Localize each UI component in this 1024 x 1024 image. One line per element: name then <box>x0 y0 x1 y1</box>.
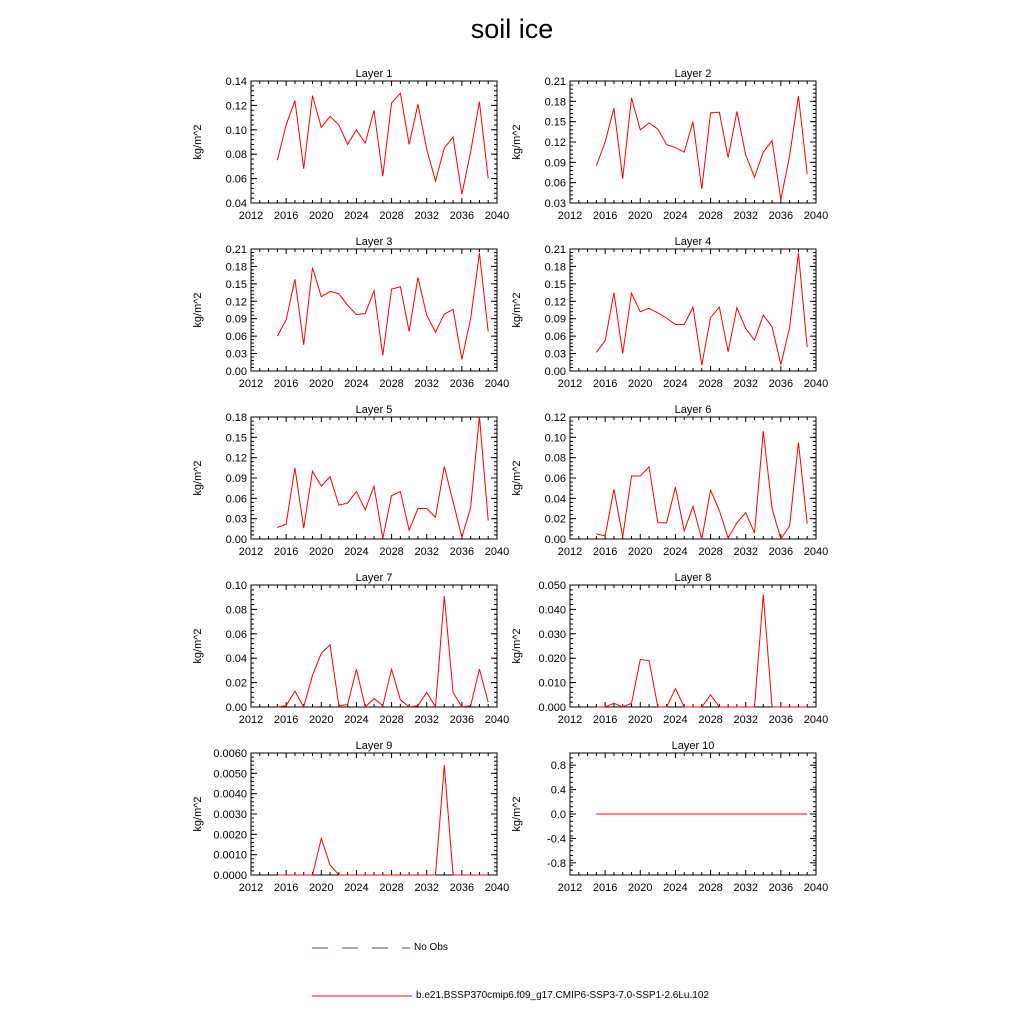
y-tick-label: 0.00 <box>544 366 566 378</box>
legend-obs-label: No Obs <box>414 942 448 953</box>
y-tick-label: 0.0 <box>550 809 566 821</box>
x-tick-label: 2024 <box>344 546 369 558</box>
y-tick-label: 0.09 <box>544 313 566 326</box>
panel-layer-2 <box>511 68 828 222</box>
x-tick-label: 2040 <box>803 882 829 894</box>
legend-model-label: b.e21.BSSP370cmip6.f09_g17.CMIP6-SSP3-7.0-SSP1-2.6Lu.102 <box>416 990 709 1001</box>
x-tick-label: 2016 <box>592 714 618 726</box>
y-tick-label: 0.030 <box>538 628 566 641</box>
y-tick-label: 0.0030 <box>213 809 247 821</box>
y-axis-label: kg/m^2 <box>511 292 523 328</box>
series-line <box>596 595 807 707</box>
x-tick-label: 2040 <box>484 378 510 390</box>
y-tick-label: 0.12 <box>225 100 247 113</box>
plot-frame <box>251 417 497 539</box>
x-tick-label: 2024 <box>663 882 688 894</box>
y-tick-label: 0.08 <box>544 452 566 465</box>
x-tick-label: 2012 <box>557 378 583 390</box>
panel-title: Layer 5 <box>355 404 393 416</box>
x-tick-label: 2028 <box>698 882 723 894</box>
x-tick-label: 2024 <box>344 378 369 390</box>
y-tick-label: 0.08 <box>225 149 247 162</box>
x-tick-label: 2032 <box>733 378 758 390</box>
panel-layer-9 <box>192 740 509 894</box>
series-line <box>596 431 807 539</box>
y-tick-label: 0.12 <box>544 137 566 149</box>
y-tick-label: 0.0010 <box>213 849 247 862</box>
y-tick-label: 0.18 <box>225 261 247 274</box>
x-tick-label: 2012 <box>238 882 264 894</box>
x-tick-label: 2012 <box>557 714 583 726</box>
y-tick-label: 0.18 <box>544 96 566 109</box>
y-tick-label: 0.03 <box>225 513 247 526</box>
y-tick-label: 0.020 <box>538 653 566 666</box>
x-tick-label: 2024 <box>663 378 688 390</box>
y-tick-label: 0.0050 <box>213 768 247 781</box>
x-tick-label: 2016 <box>592 210 618 222</box>
series-line <box>277 596 488 707</box>
y-tick-label: 0.06 <box>544 473 566 485</box>
x-tick-label: 2028 <box>379 546 404 558</box>
x-tick-label: 2028 <box>379 378 404 390</box>
x-tick-label: 2016 <box>592 882 618 894</box>
y-tick-label: 0.09 <box>225 313 247 326</box>
series-line <box>277 416 488 538</box>
x-tick-label: 2012 <box>238 210 264 222</box>
x-tick-label: 2020 <box>309 714 334 726</box>
y-tick-label: 0.00 <box>225 366 247 378</box>
x-tick-label: 2036 <box>449 714 475 726</box>
x-tick-label: 2032 <box>414 210 439 222</box>
x-tick-label: 2036 <box>768 714 794 726</box>
y-tick-label: 0.18 <box>225 412 247 424</box>
y-tick-label: 0.09 <box>544 157 566 170</box>
x-tick-label: 2040 <box>484 546 510 558</box>
page-title: soil ice <box>470 14 554 44</box>
panel-layer-5 <box>192 404 509 558</box>
x-tick-label: 2020 <box>309 378 334 390</box>
panel-title: Layer 6 <box>674 404 712 416</box>
y-tick-label: 0.18 <box>544 261 566 274</box>
y-tick-label: 0.12 <box>544 296 566 309</box>
x-tick-label: 2024 <box>663 546 688 558</box>
y-tick-label: -0.8 <box>547 857 566 870</box>
series-line <box>596 253 807 365</box>
panel-title: Layer 7 <box>355 572 393 584</box>
x-tick-label: 2032 <box>733 882 758 894</box>
y-tick-label: 0.00 <box>225 534 247 546</box>
y-tick-label: 0.04 <box>225 198 247 210</box>
y-tick-label: 0.8 <box>550 760 566 773</box>
x-tick-label: 2028 <box>379 714 404 726</box>
y-tick-label: 0.12 <box>225 452 247 465</box>
y-tick-label: 0.00 <box>544 534 566 546</box>
x-tick-label: 2040 <box>484 714 510 726</box>
x-tick-label: 2028 <box>698 378 723 390</box>
x-tick-label: 2024 <box>344 882 369 894</box>
panel-layer-4 <box>511 236 828 390</box>
y-axis-label: kg/m^2 <box>511 124 523 160</box>
panel-layer-8 <box>511 572 828 726</box>
x-tick-label: 2036 <box>768 378 794 390</box>
y-tick-label: 0.050 <box>538 580 566 592</box>
y-tick-label: 0.21 <box>544 244 566 256</box>
y-tick-label: 0.09 <box>225 473 247 485</box>
panel-layer-1 <box>192 68 509 222</box>
x-tick-label: 2012 <box>238 714 264 726</box>
panel-layer-10 <box>511 740 828 894</box>
y-tick-label: 0.08 <box>225 604 247 617</box>
x-tick-label: 2016 <box>592 378 618 390</box>
plot-frame <box>570 417 816 539</box>
y-tick-label: 0.0040 <box>213 788 247 801</box>
x-tick-label: 2020 <box>628 210 653 222</box>
x-tick-label: 2036 <box>449 882 475 894</box>
y-tick-label: 0.06 <box>544 331 566 344</box>
plot-frame <box>251 585 497 707</box>
y-axis-label: kg/m^2 <box>511 460 523 496</box>
x-tick-label: 2028 <box>698 714 723 726</box>
panel-layer-3 <box>192 236 509 390</box>
y-tick-label: 0.4 <box>550 784 566 797</box>
x-tick-label: 2016 <box>273 210 299 222</box>
y-tick-label: 0.12 <box>544 412 566 424</box>
y-tick-label: 0.0020 <box>213 829 247 842</box>
panel-layer-6 <box>511 404 828 558</box>
plot-frame <box>251 753 497 875</box>
x-tick-label: 2036 <box>449 210 475 222</box>
series-line <box>277 253 488 359</box>
x-tick-label: 2020 <box>628 546 653 558</box>
x-tick-label: 2040 <box>484 210 510 222</box>
y-tick-label: 0.21 <box>544 76 566 88</box>
y-tick-label: 0.04 <box>225 653 247 666</box>
x-tick-label: 2016 <box>592 546 618 558</box>
x-tick-label: 2020 <box>628 378 653 390</box>
x-tick-label: 2036 <box>768 546 794 558</box>
x-tick-label: 2036 <box>449 546 475 558</box>
y-tick-label: 0.03 <box>544 198 566 210</box>
x-tick-label: 2036 <box>768 210 794 222</box>
x-tick-label: 2028 <box>379 210 404 222</box>
x-tick-label: 2024 <box>663 210 688 222</box>
y-axis-label: kg/m^2 <box>511 628 523 664</box>
y-axis-label: kg/m^2 <box>192 292 204 328</box>
panel-title: Layer 8 <box>674 572 712 584</box>
x-tick-label: 2016 <box>273 882 299 894</box>
x-tick-label: 2032 <box>414 378 439 390</box>
y-tick-label: 0.04 <box>544 493 566 506</box>
y-tick-label: 0.02 <box>544 513 566 526</box>
x-tick-label: 2012 <box>238 378 264 390</box>
y-tick-label: 0.06 <box>225 493 247 506</box>
series-line <box>277 765 488 875</box>
y-tick-label: 0.03 <box>225 348 247 361</box>
panel-title: Layer 3 <box>355 236 393 248</box>
y-axis-label: kg/m^2 <box>192 628 204 664</box>
x-tick-label: 2032 <box>414 882 439 894</box>
x-tick-label: 2012 <box>238 546 264 558</box>
y-tick-label: 0.010 <box>538 677 566 690</box>
y-tick-label: 0.03 <box>544 348 566 361</box>
y-tick-label: 0.10 <box>544 432 566 445</box>
y-tick-label: 0.10 <box>225 580 247 592</box>
y-tick-label: 0.06 <box>225 173 247 186</box>
x-tick-label: 2024 <box>344 210 369 222</box>
x-tick-label: 2032 <box>733 210 758 222</box>
y-tick-label: 0.12 <box>225 296 247 309</box>
y-tick-label: 0.040 <box>538 604 566 617</box>
y-tick-label: 0.15 <box>544 278 566 291</box>
x-tick-label: 2012 <box>557 882 583 894</box>
panel-title: Layer 9 <box>355 740 393 752</box>
y-tick-label: 0.21 <box>225 244 247 256</box>
y-tick-label: 0.15 <box>225 278 247 291</box>
y-axis-label: kg/m^2 <box>192 796 204 832</box>
x-tick-label: 2020 <box>628 714 653 726</box>
x-tick-label: 2016 <box>273 378 299 390</box>
panel-title: Layer 4 <box>674 236 712 248</box>
series-line <box>596 96 807 200</box>
x-tick-label: 2036 <box>449 378 475 390</box>
y-tick-label: 0.0000 <box>213 870 247 882</box>
y-tick-label: 0.15 <box>544 116 566 129</box>
x-tick-label: 2032 <box>414 546 439 558</box>
x-tick-label: 2020 <box>309 210 334 222</box>
series-line <box>277 93 488 194</box>
x-tick-label: 2012 <box>557 546 583 558</box>
y-tick-label: -0.4 <box>547 833 566 846</box>
x-tick-label: 2028 <box>698 546 723 558</box>
y-axis-label: kg/m^2 <box>511 796 523 832</box>
x-tick-label: 2032 <box>414 714 439 726</box>
x-tick-label: 2040 <box>803 714 829 726</box>
x-tick-label: 2028 <box>698 210 723 222</box>
y-tick-label: 0.06 <box>225 628 247 641</box>
x-tick-label: 2040 <box>803 378 829 390</box>
panel-title: Layer 1 <box>355 68 393 80</box>
panel-title: Layer 10 <box>671 740 715 752</box>
panel-layer-7 <box>192 572 509 726</box>
y-tick-label: 0.15 <box>225 432 247 445</box>
y-axis-label: kg/m^2 <box>192 124 204 160</box>
x-tick-label: 2036 <box>768 882 794 894</box>
x-tick-label: 2032 <box>733 546 758 558</box>
y-axis-label: kg/m^2 <box>192 460 204 496</box>
y-tick-label: 0.02 <box>225 677 247 690</box>
x-tick-label: 2020 <box>309 546 334 558</box>
y-tick-label: 0.00 <box>225 702 247 714</box>
x-tick-label: 2012 <box>557 210 583 222</box>
y-tick-label: 0.06 <box>225 331 247 344</box>
plot-frame <box>570 585 816 707</box>
x-tick-label: 2032 <box>733 714 758 726</box>
panel-title: Layer 2 <box>674 68 712 80</box>
x-tick-label: 2024 <box>344 714 369 726</box>
x-tick-label: 2040 <box>803 210 829 222</box>
x-tick-label: 2040 <box>484 882 510 894</box>
y-tick-label: 0.10 <box>225 124 247 137</box>
x-tick-label: 2040 <box>803 546 829 558</box>
y-tick-label: 0.0060 <box>213 748 247 760</box>
y-tick-label: 0.000 <box>538 702 566 714</box>
x-tick-label: 2024 <box>663 714 688 726</box>
x-tick-label: 2016 <box>273 714 299 726</box>
x-tick-label: 2020 <box>628 882 653 894</box>
y-tick-label: 0.06 <box>544 177 566 190</box>
y-tick-label: 0.14 <box>225 76 247 88</box>
x-tick-label: 2028 <box>379 882 404 894</box>
x-tick-label: 2016 <box>273 546 299 558</box>
x-tick-label: 2020 <box>309 882 334 894</box>
